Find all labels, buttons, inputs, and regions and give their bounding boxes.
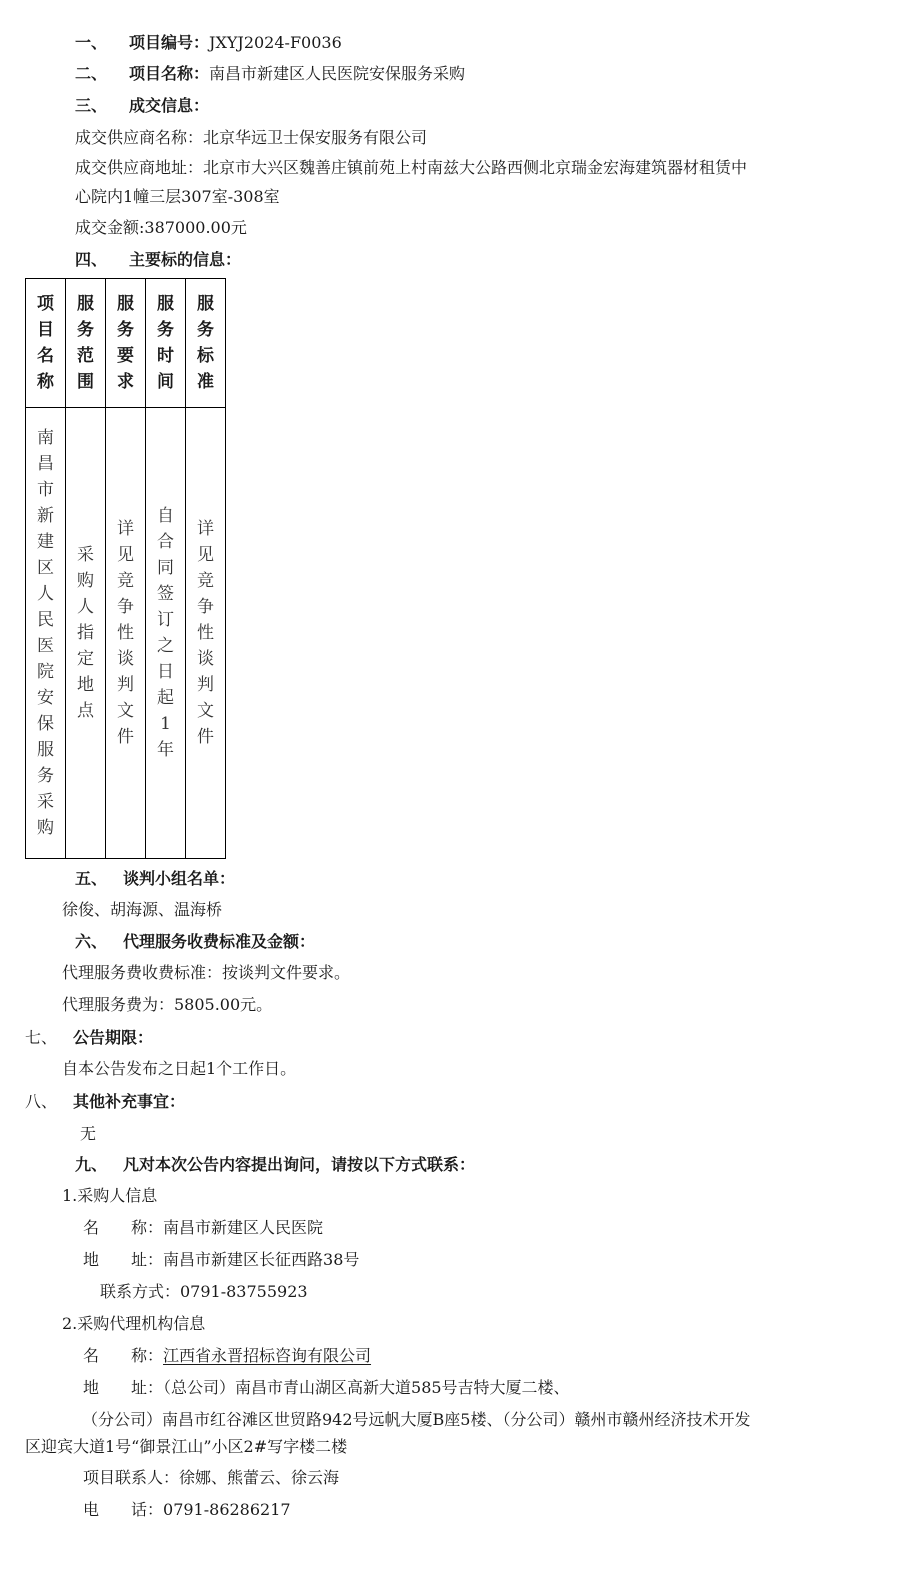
section-number: 八、 bbox=[25, 1092, 58, 1111]
section-number: 六、 bbox=[75, 932, 108, 951]
field-label: 电 话： bbox=[83, 1500, 164, 1519]
section-3-heading bbox=[75, 95, 209, 117]
section-number: 三、 bbox=[75, 96, 108, 115]
agency-address-line-2: （分公司）南昌市红谷滩区世贸路942号远帆大厦B座5楼、（分公司）赣州市赣州经济技术开发 bbox=[82, 1410, 751, 1429]
section-label: 其他补充事宜： bbox=[73, 1092, 186, 1111]
section-2-heading bbox=[75, 63, 465, 85]
purchaser-address: 南昌市新建区长征西路38号 bbox=[163, 1250, 360, 1269]
agency-address-line-3: 区迎宾大道1号“御景江山”小区2#写字楼二楼 bbox=[25, 1437, 348, 1456]
field-label: 名 称： bbox=[83, 1346, 164, 1365]
section-label: 公告期限： bbox=[73, 1028, 154, 1047]
section-label: 成交信息： bbox=[129, 96, 210, 115]
section-4-heading bbox=[75, 249, 241, 271]
field-label: 地 址： bbox=[83, 1378, 164, 1397]
agency-address-row bbox=[83, 1377, 570, 1399]
project-name: 南昌市新建区人民医院安保服务采购 bbox=[209, 64, 466, 83]
section-number: 一、 bbox=[75, 33, 108, 52]
agency-phone: 0791-86286217 bbox=[163, 1500, 291, 1519]
fee-amount: 代理服务费为：5805.00元。 bbox=[62, 995, 273, 1014]
purchaser-address-row bbox=[83, 1249, 359, 1271]
table-cell: 详见竞争性谈判文件 bbox=[106, 408, 146, 859]
table-header-cell: 项目名称 bbox=[26, 279, 66, 408]
section-label: 凡对本次公告内容提出询问，请按以下方式联系： bbox=[123, 1155, 476, 1174]
agency-name: 江西省永晋招标咨询有限公司 bbox=[163, 1346, 372, 1365]
section-label: 谈判小组名单： bbox=[123, 869, 236, 888]
agency-address-line-1: （总公司）南昌市青山湖区高新大道585号吉特大厦二楼、 bbox=[163, 1378, 570, 1397]
table-header-cell: 服务时间 bbox=[146, 279, 186, 408]
section-label: 代理服务收费标准及金额： bbox=[123, 932, 316, 951]
section-6-heading bbox=[75, 931, 315, 953]
deal-amount: 成交金额:387000.00元 bbox=[75, 218, 247, 237]
supplier-name: 成交供应商名称：北京华远卫士保安服务有限公司 bbox=[75, 128, 428, 147]
table-row bbox=[26, 408, 226, 859]
section-label: 项目编号： bbox=[129, 33, 210, 52]
table-header-cell: 服务标准 bbox=[186, 279, 226, 408]
supplier-address-line-2: 心院内1幢三层307室-308室 bbox=[75, 187, 280, 206]
purchaser-name: 南昌市新建区人民医院 bbox=[163, 1218, 324, 1237]
section-9-heading bbox=[75, 1154, 475, 1176]
table-cell: 详见竞争性谈判文件 bbox=[186, 408, 226, 859]
announcement-period: 自本公告发布之日起1个工作日。 bbox=[62, 1059, 297, 1078]
section-1-heading bbox=[75, 32, 342, 54]
field-label: 名 称： bbox=[83, 1218, 164, 1237]
agency-info-title: 2.采购代理机构信息 bbox=[62, 1314, 206, 1333]
agency-phone-row bbox=[83, 1499, 291, 1521]
table-header-cell: 服务要求 bbox=[106, 279, 146, 408]
purchaser-name-row bbox=[83, 1217, 323, 1239]
field-label: 地 址： bbox=[83, 1250, 164, 1269]
table-cell: 自合同签订之日起1年 bbox=[146, 408, 186, 859]
purchaser-contact: 联系方式：0791-83755923 bbox=[100, 1282, 308, 1301]
table-header-cell: 服务范围 bbox=[66, 279, 106, 408]
table-cell: 南昌市新建区人民医院安保服务采购 bbox=[26, 408, 66, 859]
fee-standard: 代理服务费收费标准：按谈判文件要求。 bbox=[62, 963, 351, 982]
agency-name-row bbox=[83, 1345, 371, 1367]
subject-info-table bbox=[25, 278, 226, 859]
supplier-address-line-1: 成交供应商地址：北京市大兴区魏善庄镇前苑上村南兹大公路西侧北京瑞金宏海建筑器材租赁中 bbox=[75, 158, 748, 177]
section-label: 主要标的信息： bbox=[129, 250, 242, 269]
section-number: 五、 bbox=[75, 869, 108, 888]
section-8-heading bbox=[25, 1091, 185, 1113]
table-cell: 采购人指定地点 bbox=[66, 408, 106, 859]
agency-contacts: 项目联系人：徐娜、熊蕾云、徐云海 bbox=[83, 1468, 340, 1487]
section-number: 七、 bbox=[25, 1028, 58, 1047]
section-label: 项目名称： bbox=[129, 64, 210, 83]
section-number: 二、 bbox=[75, 64, 108, 83]
table-header-row bbox=[26, 279, 226, 408]
section-5-heading bbox=[75, 868, 235, 890]
purchaser-info-title: 1.采购人信息 bbox=[62, 1186, 158, 1205]
other-matters: 无 bbox=[80, 1124, 97, 1143]
negotiation-members: 徐俊、胡海源、温海桥 bbox=[62, 900, 223, 919]
project-number: JXYJ2024-F0036 bbox=[209, 33, 342, 52]
section-number: 九、 bbox=[75, 1155, 108, 1174]
section-number: 四、 bbox=[75, 250, 108, 269]
section-7-heading bbox=[25, 1027, 153, 1049]
